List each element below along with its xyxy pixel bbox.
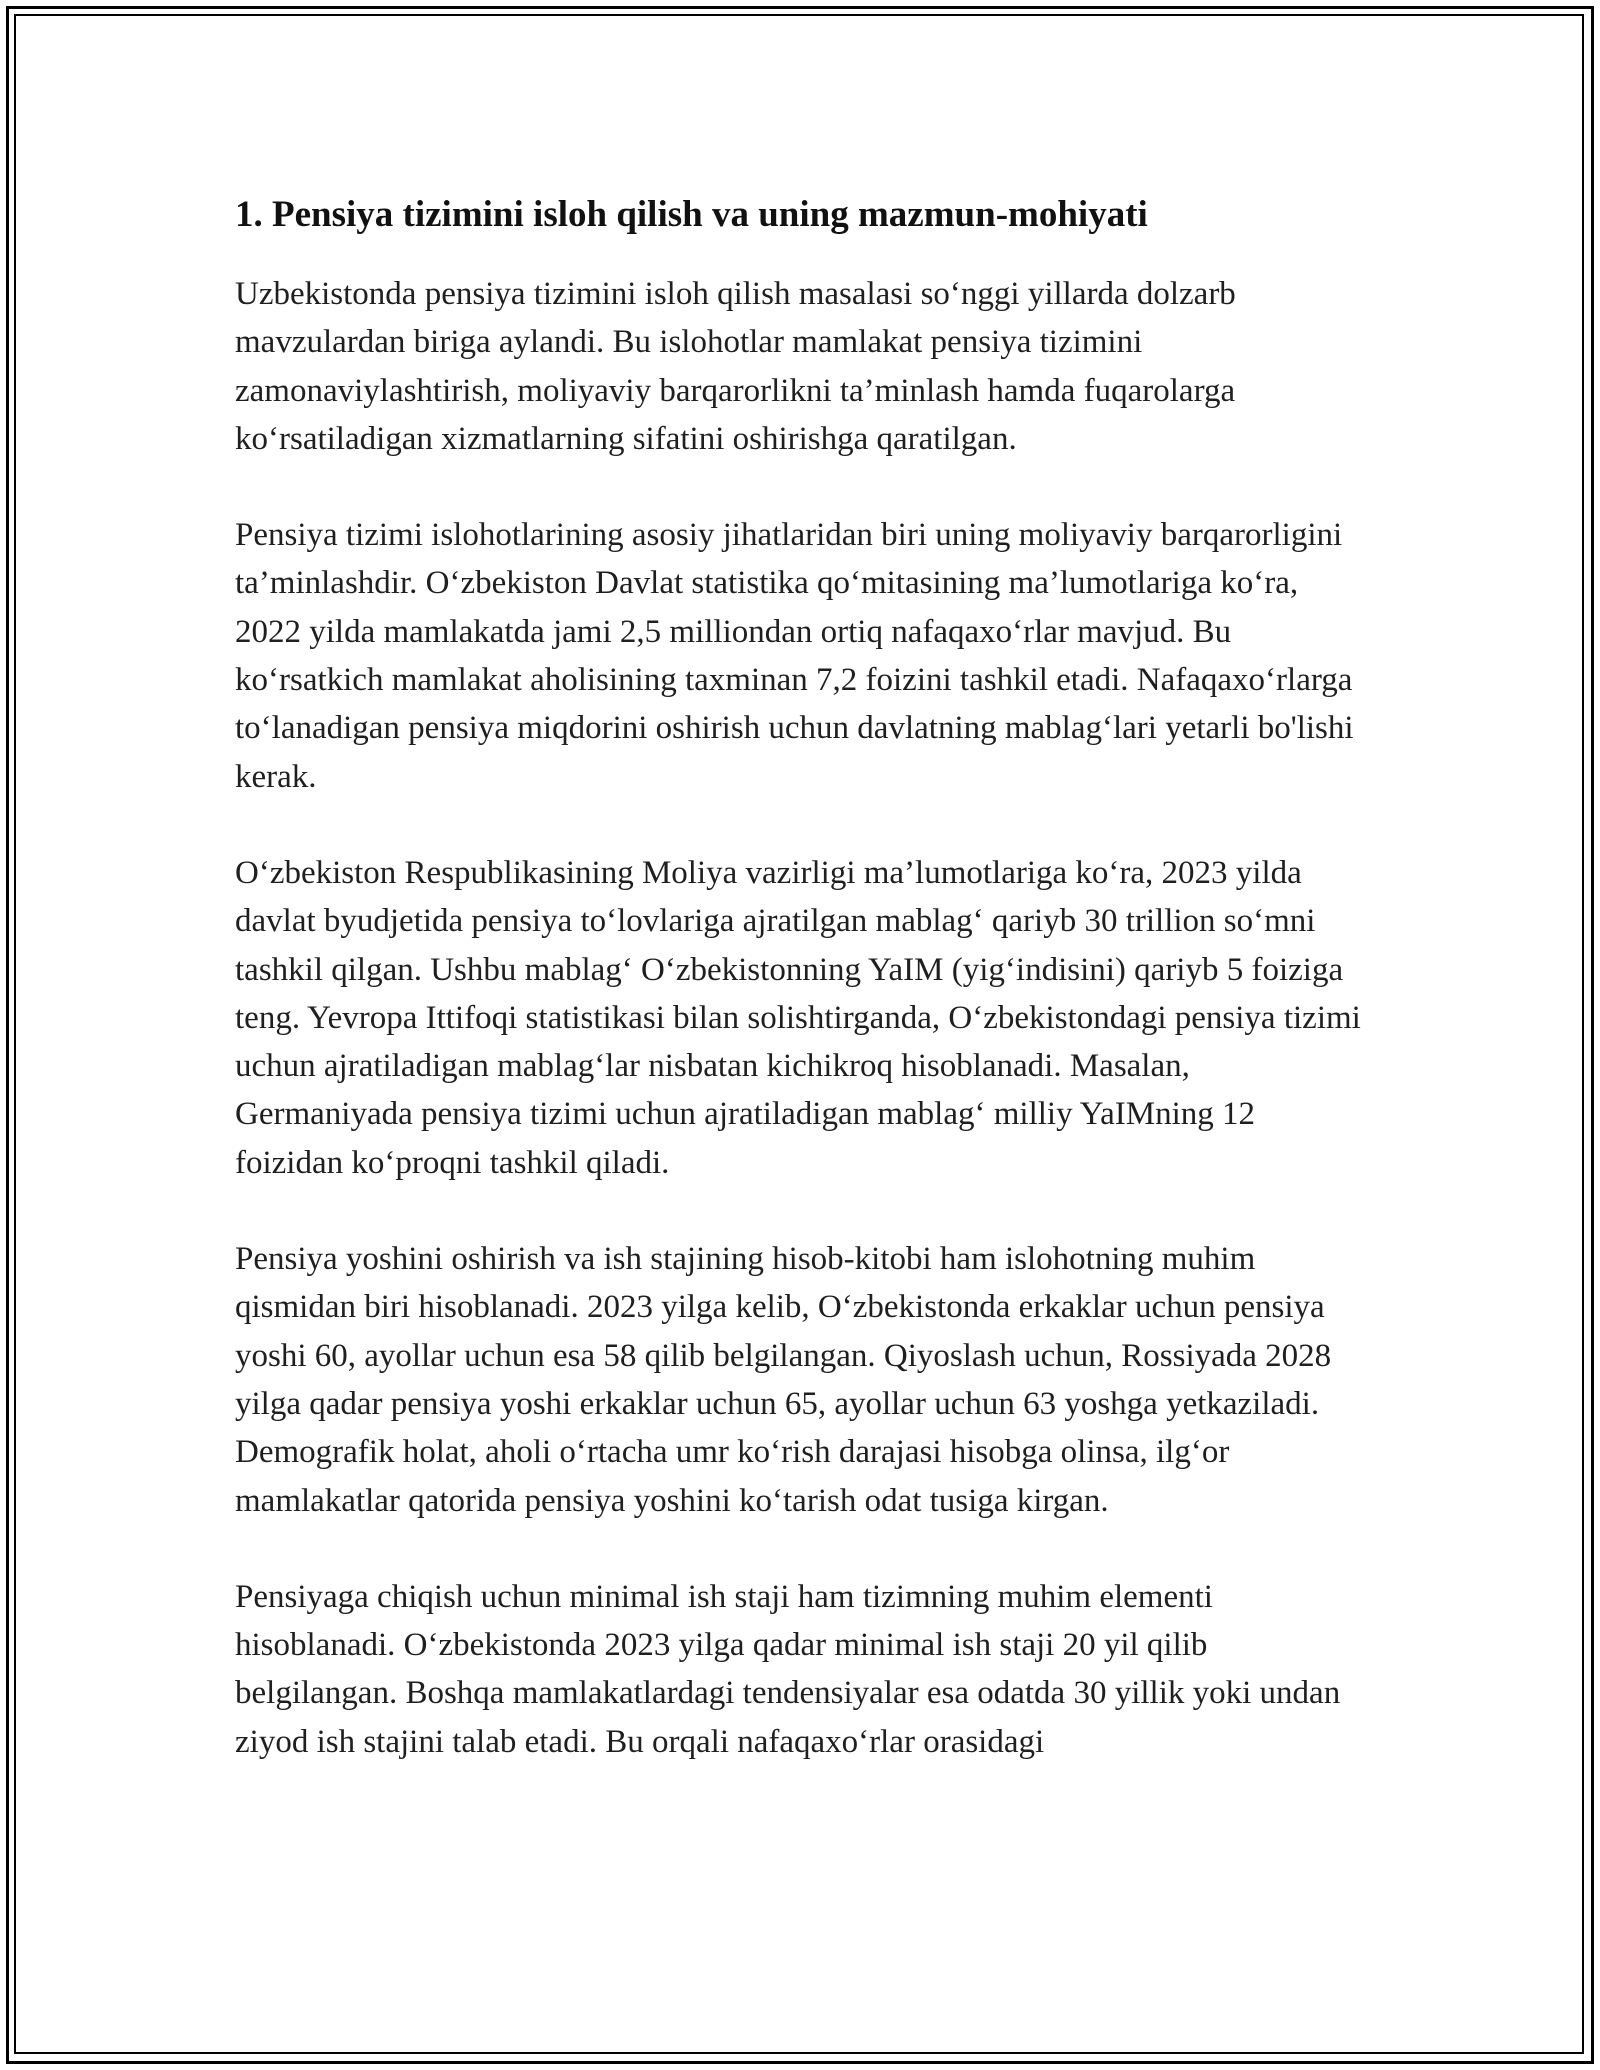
paragraph-retirement-age: Pensiya yoshini oshirish va ish stajining hisob-kitobi ham islohotning muhim qismidan biri hisoblanadi. 2023 yilga kelib, O‘zbekistonda erkaklar uchun pensiya yoshi 60, ayollar uchun esa 58 qilib belgilangan. Qiyoslash uchun, Rossiyada 2028 yilga qadar pensiya yoshi erkaklar uchun 65, ayollar uchun 63 yoshga yetkaziladi. Demografik holat, aholi o‘rtacha umr ko‘rish darajasi hisobga olinsa, ilg‘or mamlakatlar qatorida pensiya yoshini ko‘tarish odat tusiga kirgan. — [235, 1241, 1332, 1519]
section-heading: 1. Pensiya tizimini isloh qilish va uning mazmun-mohiyati — [235, 194, 1148, 235]
paragraph-budget-allocation: O‘zbekiston Respublikasining Moliya vazirligi ma’lumotlariga ko‘ra, 2023 yilda davlat byudjetida pensiya to‘lovlariga ajratilgan mablag‘ qariyb 30 trillion so‘mni tashkil qilgan. Ushbu mablag‘ O‘zbekistonning YaIM (yig‘indisini) qariyb 5 foiziga teng. Yevropa Ittifoqi statistikasi bilan solishtirganda, O‘zbekistondagi pensiya tizimi uchun ajratiladigan mablag‘lar nisbatan kichikroq hisoblanadi. Masalan, Germaniyada pensiya tizimi uchun ajratiladigan mablag‘ milliy YaIMning 12 foizidan ko‘proqni tashkil qiladi. — [235, 854, 1361, 1181]
paragraph-minimum-service: Pensiyaga chiqish uchun minimal ish staji ham tizimning muhim elementi hisoblanadi. O‘zbekistonda 2023 yilga qadar minimal ish staji 20 yil qilib belgilangan. Boshqa mamlakatlardagi tendensiyalar esa odatda 30 yillik yoki undan ziyod ish stajini talab etadi. Bu orqali nafaqaxo‘rlar orasidagi — [235, 1578, 1341, 1760]
document-body — [235, 190, 1370, 1766]
paragraph-intro: Uzbekistonda pensiya tizimini isloh qilish masalasi so‘nggi yillarda dolzarb mavzulardan biriga aylandi. Bu islohotlar mamlakat pensiya tizimini zamonaviylashtirish, moliyaviy barqarorlikni ta’minlash hamda fuqarolarga ko‘rsatiladigan xizmatlarning sifatini oshirishga qaratilgan. — [235, 276, 1236, 457]
paragraph-financial-stability: Pensiya tizimi islohotlarining asosiy jihatlaridan biri uning moliyaviy barqarorligini ta’minlashdir. O‘zbekiston Davlat statistika qo‘mitasining ma’lumotlariga ko‘ra, 2022 yilda mamlakatda jami 2,5 milliondan ortiq nafaqaxo‘rlar mavjud. Bu ko‘rsatkich mamlakat aholisining taxminan 7,2 foizini tashkil etadi. Nafaqaxo‘rlarga to‘lanadigan pensiya miqdorini oshirish uchun davlatning mablag‘lari yetarli bo'lishi kerak. — [235, 517, 1354, 795]
